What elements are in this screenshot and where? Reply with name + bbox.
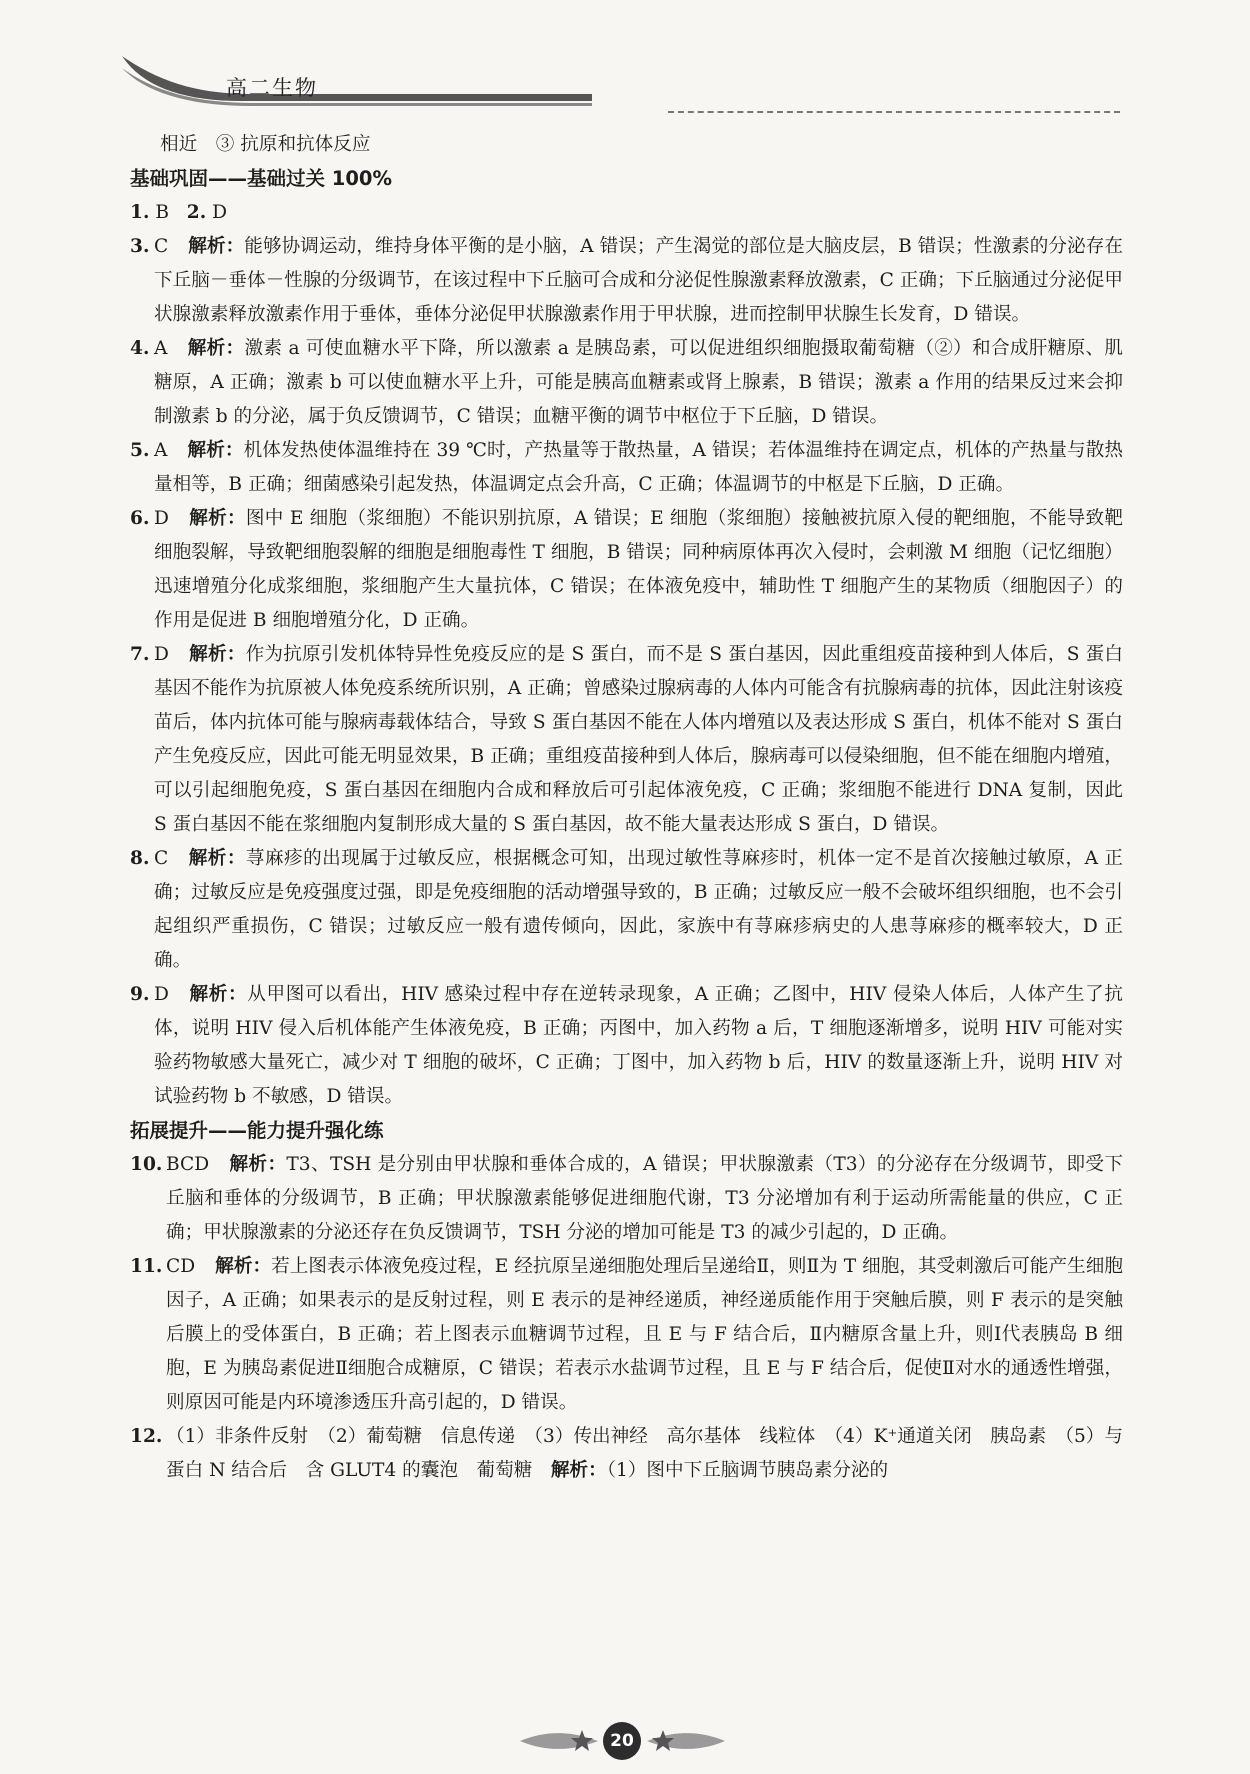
explanation-text: T3、TSH 是分别由甲状腺和垂体合成的，A 错误；甲状腺激素（T3）的分泌存在分级调节，即受下丘脑和垂体的分级调节，B 正确；甲状腺激素能够促进细胞代谢，T3 分泌增加有利于运动所需能量的供应，C 正确；甲状腺激素的分泌还存在负反馈调节，TSH 分泌的增加可能是 T3 的减少引起的，D 正确。 [166,1154,1123,1243]
answer-letter: A [154,338,168,359]
answer-letter: D [154,644,169,665]
answer-letter: CD [166,1256,196,1277]
explanation-label: 解析： [188,644,246,665]
answer-letter: B [155,202,170,223]
question-number: 12. [130,1426,163,1447]
question-number: 10. [130,1154,163,1175]
explanation-label: 解析： [188,508,246,529]
question-number: 6. [130,508,150,529]
answer-item [130,638,1123,842]
question-number: 9. [130,984,150,1005]
question-number: 2. [186,202,207,223]
explanation-text: 作为抗原引发机体特异性免疫反应的是 S 蛋白，而不是 S 蛋白基因，因此重组疫苗接种到人体后，S 蛋白基因不能作为抗原被人体免疫系统所识别，A 正确；曾感染过腺病毒的人体内可能含有抗腺病毒的抗体，因此注射该疫苗后，体内抗体可能与腺病毒载体结合，导致 S 蛋白基因不能在人体内增殖以及表达形成 S 蛋白，机体不能对 S 蛋白产生免疫反应，因此可能无明显效果，B 正确；重组疫苗接种到人体后，腺病毒可以侵染细胞，但不能在细胞内增殖，可以引起细胞免疫，S 蛋白基因在细胞内合成和释放后可引起体液免疫，C 正确；浆细胞不能进行 DNA 复制，因此 S 蛋白基因不能在浆细胞内复制形成大量的 S 蛋白基因，故不能大量表达形成 S 蛋白，D 错误。 [154,644,1123,835]
answer-item [130,1250,1123,1420]
answer-item [130,1148,1123,1250]
section-title-basic: 基础巩固——基础过关 100% [130,167,393,190]
explanation-label: 解析： [215,1256,272,1277]
question-number: 1. [130,202,150,223]
explanation-text: 若上图表示体液免疫过程，E 经抗原呈递细胞处理后呈递给Ⅱ，则Ⅱ为 T 细胞，其受刺激后可能产生细胞因子，A 正确；如果表示的是反射过程，则 E 表示的是神经递质，神经递质能作用于突触后膜，则 F 表示的是突触后膜上的受体蛋白，B 正确；若上图表示血糖调节过程，且 E 与 F 结合后，Ⅱ内糖原含量上升，则Ⅰ代表胰岛 B 细胞，E 为胰岛素促进Ⅱ细胞合成糖原，C 错误；若表示水盐调节过程，且 E 与 F 结合后，促使Ⅱ对水的通透性增强，则原因可能是内环境渗透压升高引起的，D 错误。 [166,1256,1123,1413]
explanation-text: 从甲图可以看出，HIV 感染过程中存在逆转录现象，A 正确；乙图中，HIV 侵染人体后，人体产生了抗体，说明 HIV 侵入后机体能产生体液免疫，B 正确；丙图中，加入药物 a 后，T 细胞逐渐增多，说明 HIV 可能对实验药物敏感大量死亡，减少对 T 细胞的破坏，C 正确；丁图中，加入药物 b 后，HIV 的数量逐渐上升，说明 HIV 对试验药物 b 不敏感，D 错误。 [154,984,1123,1107]
answer-letter: BCD [166,1154,210,1175]
explanation-label: 解析： [187,338,245,359]
question-number: 7. [130,644,150,665]
explanation-label: 解析： [188,984,248,1005]
answer-letter: A [154,440,168,461]
explanation-text: 机体发热使体温维持在 39 ℃时，产热量等于散热量，A 错误；若体温维持在调定点，机体的产热量与散热量相等，B 正确；细菌感染引起发热，体温调定点会升高，C 正确；体温调节的中枢是下丘脑，D 正确。 [154,440,1123,495]
explanation-label: 解析： [188,236,245,257]
answer-item-1-2 [130,196,1123,230]
answer-item [130,978,1123,1114]
question-number: 4. [130,338,150,359]
question-number: 3. [130,236,150,257]
header-dashed-rule [668,111,1120,113]
answer-letter: D [154,984,169,1005]
answer-item [130,332,1123,434]
explanation-text: 图中 E 细胞（浆细胞）不能识别抗原，A 错误；E 细胞（浆细胞）接触被抗原入侵的靶细胞，不能导致靶细胞裂解，导致靶细胞裂解的细胞是细胞毒性 T 细胞，B 错误；同种病原体再次入侵时，会刺激 M 细胞（记忆细胞）迅速增殖分化成浆细胞，浆细胞产生大量抗体，C 错误；在体液免疫中，辅助性 T 细胞产生的某物质（细胞因子）的作用是促进 B 细胞增殖分化，D 正确。 [154,508,1123,631]
explanation-label: 解析： [550,1460,607,1481]
answer-letter: C [154,848,169,869]
answer-item [130,230,1123,332]
answer-letter: C [154,236,169,257]
answer-text: （1）非条件反射 （2）葡萄糖 信息传递 （3）传出神经 高尔基体 线粒体 （4）K⁺通道关闭 胰岛素 （5）与蛋白 N 结合后 含 GLUT4 的囊泡 葡萄糖 [166,1426,1123,1481]
explanation-text: 激素 a 可使血糖水平下降，所以激素 a 是胰岛素，可以促进组织细胞摄取葡萄糖（②）和合成肝糖原、肌糖原，A 正确；激素 b 可以使血糖水平上升，可能是胰高血糖素或肾上腺素，B 错误；激素 a 作用的结果反过来会抑制激素 b 的分泌，属于负反馈调节，C 错误；血糖平衡的调节中枢位于下丘脑，D 错误。 [154,338,1123,427]
explanation-label: 解析： [188,848,246,869]
explanation-text: 能够协调运动，维持身体平衡的是小脑，A 错误；产生渴觉的部位是大脑皮层，B 错误；性激素的分泌存在下丘脑－垂体－性腺的分级调节，在该过程中下丘脑可合成和分泌促性腺激素释放激素，C 正确；下丘脑通过分泌促甲状腺激素释放激素作用于垂体，垂体分泌促甲状腺激素作用于甲状腺，进而控制甲状腺生长发育，D 错误。 [154,236,1123,325]
answer-letter: D [154,508,169,529]
explanation-label: 解析： [187,440,244,461]
intro-line: 相近 ③ 抗原和抗体反应 [160,134,371,155]
answer-content [130,128,1123,1488]
page-number: 20 [603,1722,641,1760]
answer-item [130,1420,1123,1488]
answer-item [130,842,1123,978]
question-number: 8. [130,848,150,869]
header-title: 高二生物 [226,76,318,100]
question-number: 11. [130,1256,163,1277]
answer-letter: D [212,202,228,223]
page-header [122,46,1122,116]
question-number: 5. [130,440,150,461]
explanation-text: （1）图中下丘脑调节胰岛素分泌的 [606,1460,889,1481]
section-title-extension: 拓展提升——能力提升强化练 [130,1119,384,1142]
answer-item [130,434,1123,502]
explanation-label: 解析： [229,1154,287,1175]
answer-item [130,502,1123,638]
explanation-text: 荨麻疹的出现属于过敏反应，根据概念可知，出现过敏性荨麻疹时，机体一定不是首次接触过敏原，A 正确；过敏反应是免疫强度过强，即是免疫细胞的活动增强导致的，B 正确；过敏反应一般不会破坏组织细胞，也不会引起组织严重损伤，C 错误；过敏反应一般有遗传倾向，因此，家族中有荨麻疹病史的人患荨麻疹的概率较大，D 正确。 [154,848,1123,971]
